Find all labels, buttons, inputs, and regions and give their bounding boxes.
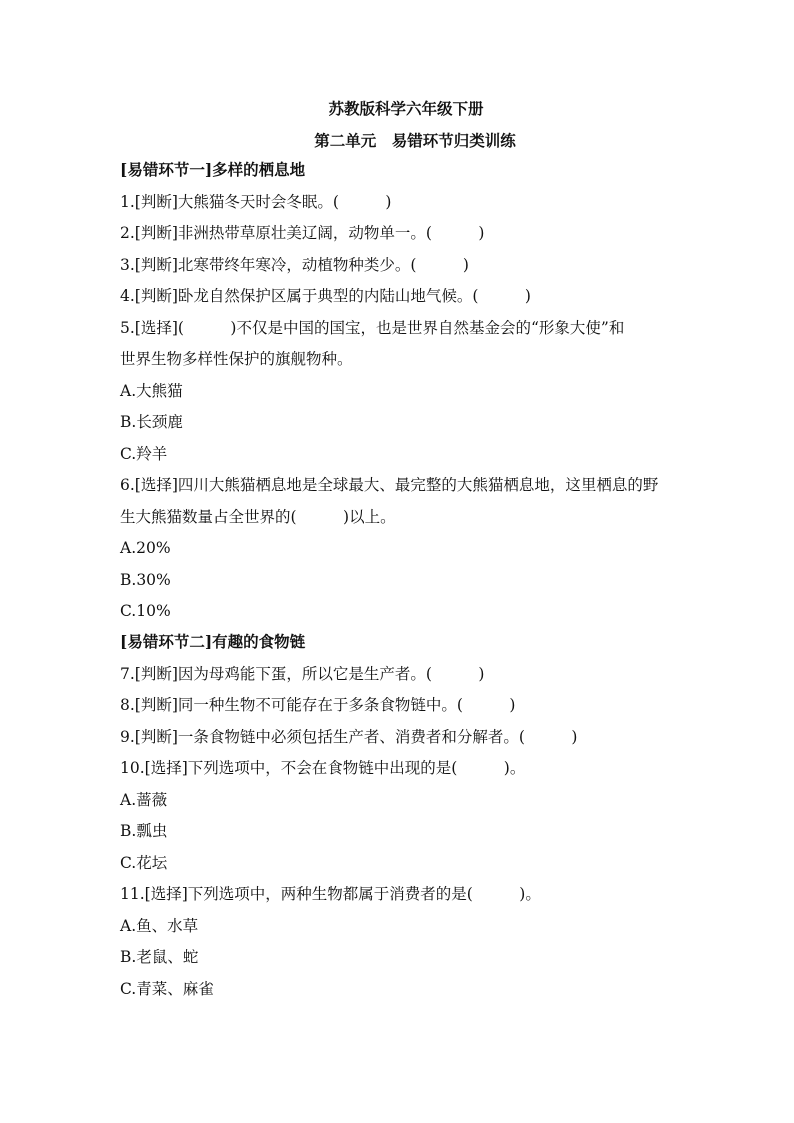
document-title: 苏教版科学六年级下册 [328,99,484,118]
question-10-option-a: A.蔷薇 [120,790,168,809]
question-11-option-a: A.鱼、水草 [120,916,199,935]
section-heading-1: [易错环节一]多样的栖息地 [120,160,306,179]
question-6-option-a: A.20% [120,539,171,557]
section-heading-2: [易错环节二]有趣的食物链 [120,632,306,651]
question-5-line-1: 5.[选择]( )不仅是中国的国宝，也是世界自然基金会的“形象大使”和 [120,318,625,337]
worksheet-page [120,96,680,1002]
question-1: 1.[判断]大熊猫冬天时会冬眠。( ) [120,192,392,211]
question-6-line-2: 生大熊猫数量占全世界的( )以上。 [120,507,396,526]
question-6-option-c: C.10% [120,602,171,620]
question-7: 7.[判断]因为母鸡能下蛋，所以它是生产者。( ) [120,664,485,683]
question-3: 3.[判断]北寒带终年寒冷，动植物种类少。( ) [120,255,469,274]
question-10-option-c: C.花坛 [120,853,168,872]
question-4: 4.[判断]卧龙自然保护区属于典型的内陆山地气候。( ) [120,287,531,305]
question-8: 8.[判断]同一种生物不可能存在于多条食物链中。( ) [120,696,516,714]
question-2: 2.[判断]非洲热带草原壮美辽阔，动物单一。( ) [120,224,485,242]
question-9: 9.[判断]一条食物链中必须包括生产者、消费者和分解者。( ) [120,727,578,746]
question-11-option-c: C.青菜、麻雀 [120,979,214,998]
question-6-line-1: 6.[选择]四川大熊猫栖息地是全球最大、最完整的大熊猫栖息地，这里栖息的野 [120,476,659,494]
question-10-option-b: B.瓢虫 [120,822,168,840]
document-subtitle: 第二单元 易错环节归类训练 [314,131,516,150]
question-5-option-b: B.长颈鹿 [120,413,183,431]
question-6-option-b: B.30% [120,570,171,589]
question-11: 11.[选择]下列选项中，两种生物都属于消费者的是( )。 [120,885,541,903]
question-5-line-2: 世界生物多样性保护的旗舰物种。 [120,350,353,368]
question-5-option-a: A.大熊猫 [120,381,183,400]
question-10: 10.[选择]下列选项中，不会在食物链中出现的是( )。 [120,759,526,777]
question-5-option-c: C.羚羊 [120,444,168,463]
question-11-option-b: B.老鼠、蛇 [120,948,199,966]
